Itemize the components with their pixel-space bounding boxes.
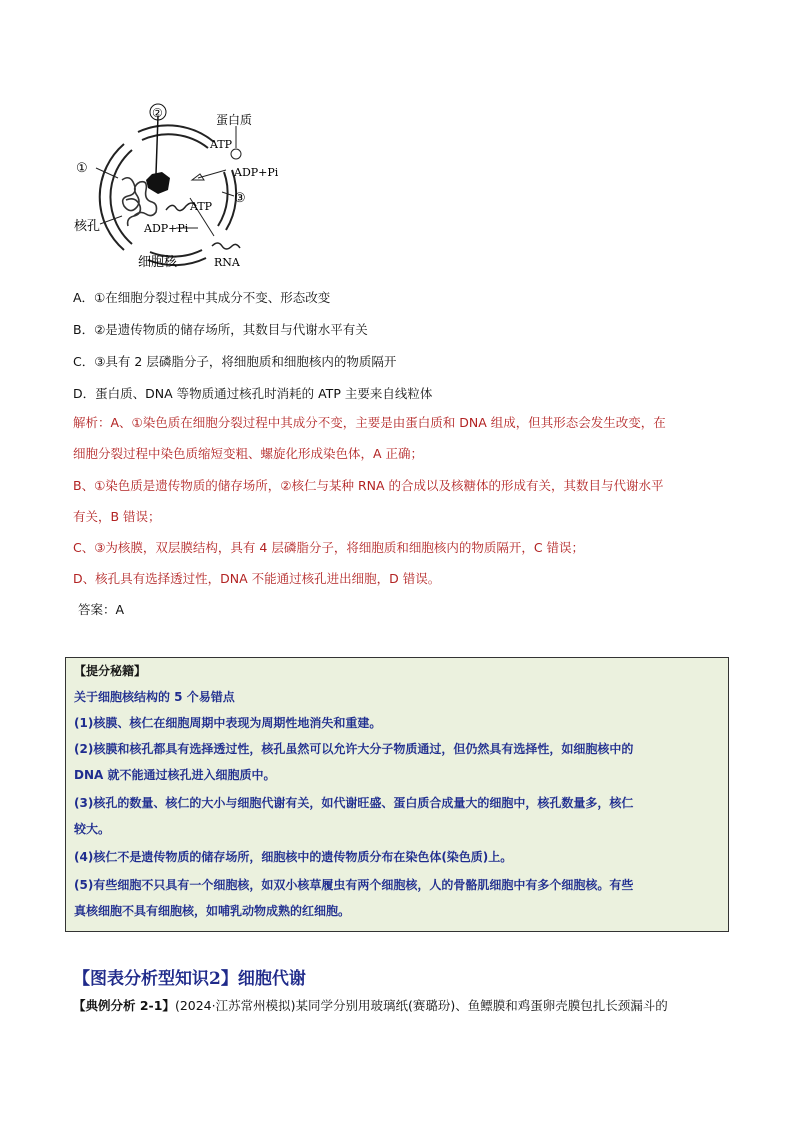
label-3: ③: [234, 191, 246, 206]
example-text: (2024·江苏常州模拟)某同学分别用玻璃纸(赛璐玢)、鱼鳔膜和鸡蛋卵壳膜包扎长颈漏斗的: [174, 998, 668, 1013]
tip-title: 【提分秘籍】: [74, 664, 147, 678]
tip-point-2b: DNA 就不能通过核孔进入细胞质中。: [74, 768, 276, 782]
tip-point-2a: (2)核膜和核孔都具有选择透过性，核孔虽然可以允许大分子物质通过，但仍然具有选择性，如细胞核中的: [74, 742, 634, 756]
pore-label: 核孔: [74, 219, 101, 234]
analysis-line-2: 细胞分裂过程中染色质缩短变粗、螺旋化形成染色体，A 正确；: [73, 446, 424, 461]
tip-intro: 关于细胞核结构的 5 个易错点: [74, 690, 235, 704]
option-d: D．蛋白质、DNA 等物质通过核孔时消耗的 ATP 主要来自线粒体: [73, 386, 433, 401]
nucleus-structure-svg: [66, 100, 296, 278]
option-b: B．②是遗传物质的储存场所，其数目与代谢水平有关: [73, 322, 368, 337]
tip-point-3b: 较大。: [74, 822, 111, 836]
atp-top-label: ATP: [210, 138, 233, 151]
analysis-line-4: 有关，B 错误；: [73, 509, 161, 524]
option-a: A．①在细胞分裂过程中其成分不变、形态改变: [73, 290, 331, 305]
analysis-line-6: D、核孔具有选择透过性，DNA 不能通过核孔进出细胞，D 错误。: [73, 571, 441, 586]
tip-point-5b: 真核细胞不具有细胞核，如哺乳动物成熟的红细胞。: [74, 904, 351, 918]
nucleus-diagram: [66, 100, 296, 278]
protein-label: 蛋白质: [216, 113, 253, 127]
tip-point-3a: (3)核孔的数量、核仁的大小与细胞代谢有关，如代谢旺盛、蛋白质合成量大的细胞中，核孔数量多，核仁: [74, 796, 634, 810]
nucleus-label: 细胞核: [138, 255, 178, 270]
example-line: [73, 996, 668, 1014]
analysis-line-3: B、①染色质是遗传物质的储存场所，②核仁与某种 RNA 的合成以及核糖体的形成有关，其数目与代谢水平: [73, 478, 664, 493]
atp-mid-label: ATP: [190, 200, 213, 213]
analysis-line-5: C、③为核膜，双层膜结构，具有 4 层磷脂分子，将细胞质和细胞核内的物质隔开，C 错误；: [73, 540, 585, 555]
tip-point-4: (4)核仁不是遗传物质的储存场所，细胞核中的遗传物质分布在染色体(染色质)上。: [74, 850, 513, 864]
tip-point-1: (1)核膜、核仁在细胞周期中表现为周期性地消失和重建。: [74, 716, 382, 730]
tip-point-5a: (5)有些细胞不只具有一个细胞核，如双小核草履虫有两个细胞核，人的骨骼肌细胞中有多个细胞核。有些: [74, 878, 634, 892]
adp-bottom-label: ADP+Pi: [144, 222, 189, 235]
section-heading: 【图表分析型知识2】细胞代谢: [73, 969, 306, 989]
analysis-line-1: 解析：A、①染色质在细胞分裂过程中其成分不变，主要是由蛋白质和 DNA 组成，但其形态会发生改变，在: [73, 415, 666, 430]
label-2: ②: [152, 106, 163, 120]
label-1: ①: [76, 161, 88, 176]
answer: 答案：A: [78, 602, 125, 617]
example-label: 【典例分析 2-1】: [73, 998, 175, 1013]
option-c: C．③具有 2 层磷脂分子，将细胞质和细胞核内的物质隔开: [73, 354, 397, 369]
rna-label: RNA: [214, 256, 240, 269]
adp-right-label: ADP+Pi: [234, 166, 279, 179]
tip-box: [65, 657, 729, 932]
